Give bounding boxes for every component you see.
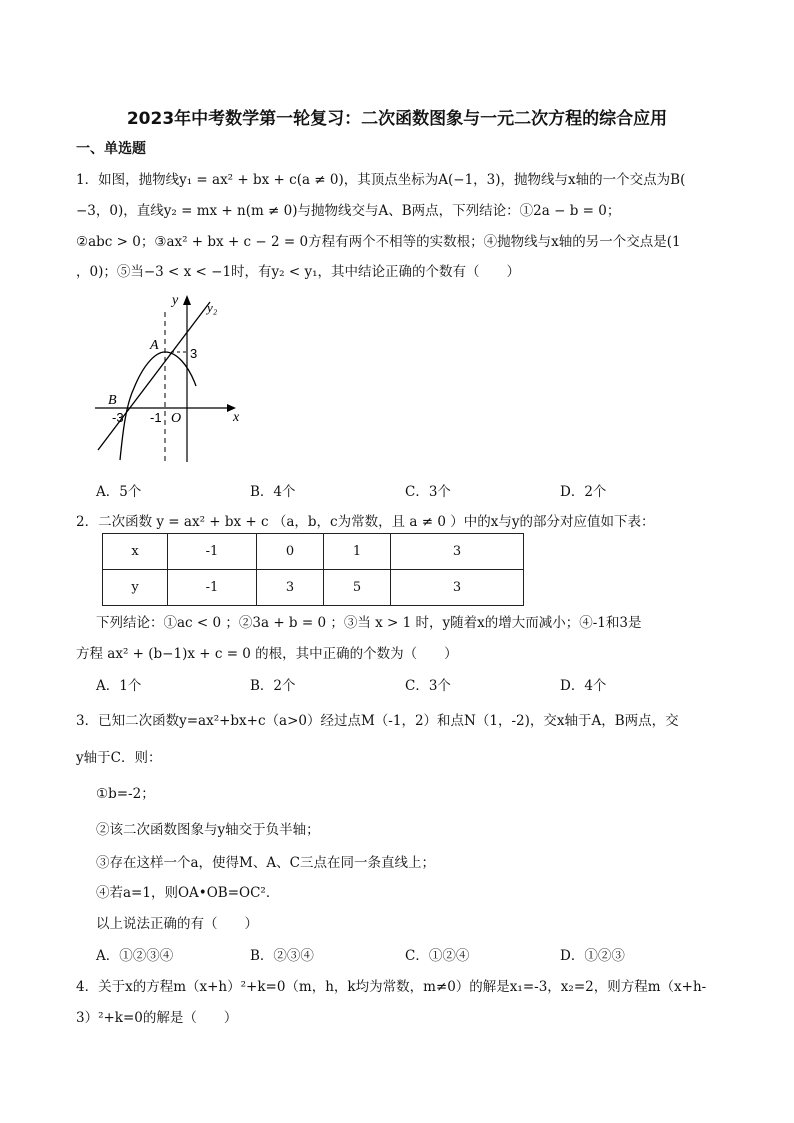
q2-option-c: C．3个 [405,678,451,694]
page-title: 2023年中考数学第一轮复习：二次函数图象与一元二次方程的综合应用 [126,109,668,129]
table-cell: -1 [168,570,257,606]
q3-item-3: ③存在这样一个a，使得M、A、C三点在同一条直线上； [96,855,435,871]
table-cell: 5 [324,570,391,606]
q2-value-table [102,533,524,606]
q1-line-3: ②abc > 0；③ax² + bx + c − 2 = 0方程有两个不相等的实数根；④抛物线与x轴的另一个交点是(1 [76,234,681,250]
q1-line-2: −3，0)，直线y₂ = mx + n(m ≠ 0)与抛物线交与A、B两点，下列结论：①2a − b = 0； [76,203,621,219]
point-a-label: A [150,338,159,353]
table-cell: 1 [324,534,391,570]
line-y2 [98,302,210,450]
q2-stem: 2．二次函数 y = ax² + bx + c （a，b，c为常数，且 a ≠ 0 ）中的x与y的部分对应值如下表： [76,514,655,530]
q3-option-d: D．①②③ [560,948,625,964]
table-cell: -1 [168,534,257,570]
q1-line-1: 1．如图，抛物线y₁ = ax² + bx + c(a ≠ 0)，其顶点坐标为A(−1，3)，抛物线与x轴的一个交点为B( [76,172,686,188]
q3-option-a: A．①②③④ [96,948,174,964]
q3-item-1: ①b=-2； [96,786,155,802]
section-heading: 一、单选题 [76,141,146,157]
q2-conclusions: 下列结论：①ac < 0 ；②3a + b = 0 ；③当 x > 1 时，y随着x的增大而减小；④-1和3是 [96,615,642,631]
table-cell: y [103,570,168,606]
q3-option-b: B．②③④ [250,948,314,964]
table-cell: 0 [257,534,324,570]
q3-option-c: C．①②④ [405,948,470,964]
y-axis-arrow [183,295,191,305]
q3-line-1: 3．已知二次函数y=ax²+bx+c（a>0）经过点M（-1，2）和点N（1，-2)，交x轴于A，B两点，交 [76,713,679,729]
q2-option-b: B．2个 [250,678,296,694]
q4-line-1: 4．关于x的方程m（x+h）²+k=0（m，h，k均为常数，m≠0）的解是x₁=-3，x₂=2，则方程m（x+h- [76,979,707,995]
tick-label-neg3: -3 [112,410,124,425]
q4-line-2: 3）²+k=0的解是（ ） [76,1010,238,1026]
q1-option-d: D．2个 [560,484,607,500]
origin-label: O [171,411,182,426]
q1-option-a: A．5个 [96,484,142,500]
q2-option-a: A．1个 [96,678,142,694]
q2-option-d: D．4个 [560,678,607,694]
q3-ask: 以上说法正确的有（ ） [96,916,258,932]
q1-parabola-figure [90,290,250,465]
table-cell: x [103,534,168,570]
line-y2-label: y₂ [207,300,218,315]
table-cell: 3 [391,570,524,606]
q2-question: 方程 ax² + (b−1)x + c = 0 的根，其中正确的个数为（ ） [76,646,458,662]
q3-item-2: ②该二次函数图象与y轴交于负半轴； [96,822,320,838]
point-b-label: B [108,393,117,408]
table-cell: 3 [257,570,324,606]
q1-line-4: ，0)；⑤当−3 < x < −1时，有y₂ < y₁，其中结论正确的个数有（ ） [76,264,521,280]
table-row [103,534,524,570]
tick-label-3: 3 [190,346,198,361]
table-cell: 3 [391,534,524,570]
y-axis-label: y [172,293,179,308]
tick-label-neg1: -1 [150,410,162,425]
q3-line-2: y轴于C．则： [76,750,162,766]
x-axis-label: x [233,410,240,425]
q3-item-4: ④若a=1，则OA•OB=OC²． [96,885,280,901]
q1-option-b: B．4个 [250,484,296,500]
table-row [103,570,524,606]
q1-option-c: C．3个 [405,484,451,500]
